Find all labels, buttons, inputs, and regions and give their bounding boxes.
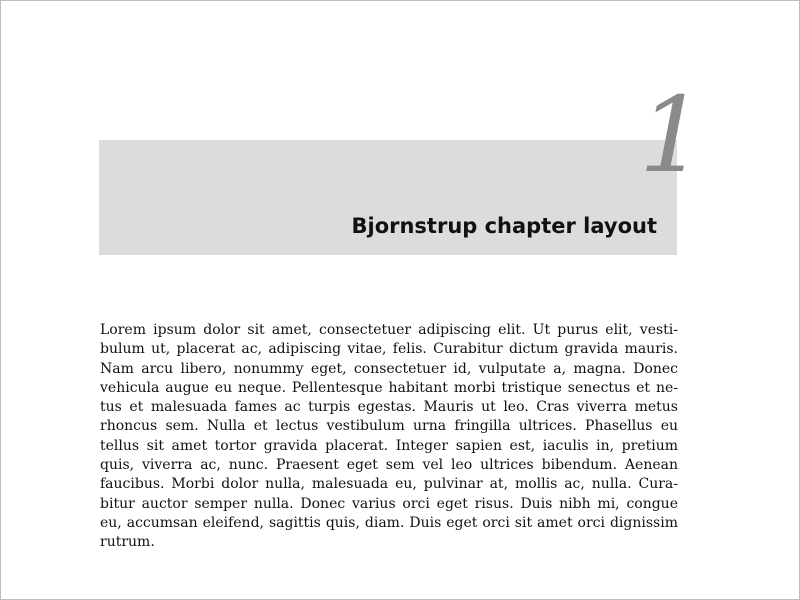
- paragraph-line: faucibus. Morbi dolor nulla, malesuada eu, pulvinar at, mollis ac, nulla. Cura-: [100, 476, 678, 493]
- paragraph-line: tus et malesuada fames ac turpis egestas. Mauris ut leo. Cras viverra metus: [100, 399, 678, 416]
- paragraph-line: Lorem ipsum dolor sit amet, consectetuer adipiscing elit. Ut purus elit, vesti-: [100, 322, 678, 338]
- paragraph-line: eu, accumsan eleifend, sagittis quis, diam. Duis eget orci sit amet orci dignissim: [100, 514, 678, 531]
- paragraph-line: bulum ut, placerat ac, adipiscing vitae, felis. Curabitur dictum gravida mauris.: [100, 341, 678, 358]
- paragraph-line: Nam arcu libero, nonummy eget, consectetuer id, vulputate a, magna. Donec: [100, 360, 678, 377]
- paragraph-line: vehicula augue eu neque. Pellentesque habitant morbi tristique senectus et ne-: [100, 379, 678, 396]
- paragraph-line: bitur auctor semper nulla. Donec varius orci eget risus. Duis nibh mi, congue: [100, 495, 678, 512]
- paragraph-line: rutrum.: [100, 534, 155, 551]
- paragraph-line: quis, viverra ac, nunc. Praesent eget sem vel leo ultrices bibendum. Aenean: [100, 457, 678, 474]
- paragraph-line: rhoncus sem. Nulla et lectus vestibulum urna fringilla ultrices. Phasellus eu: [100, 418, 678, 435]
- paragraph-line: tellus sit amet tortor gravida placerat. Integer sapien est, iaculis in, pretium: [100, 437, 678, 454]
- chapter-title: Bjornstrup chapter layout: [351, 214, 657, 238]
- body-paragraph: [100, 321, 678, 553]
- chapter-number: 1: [638, 74, 706, 196]
